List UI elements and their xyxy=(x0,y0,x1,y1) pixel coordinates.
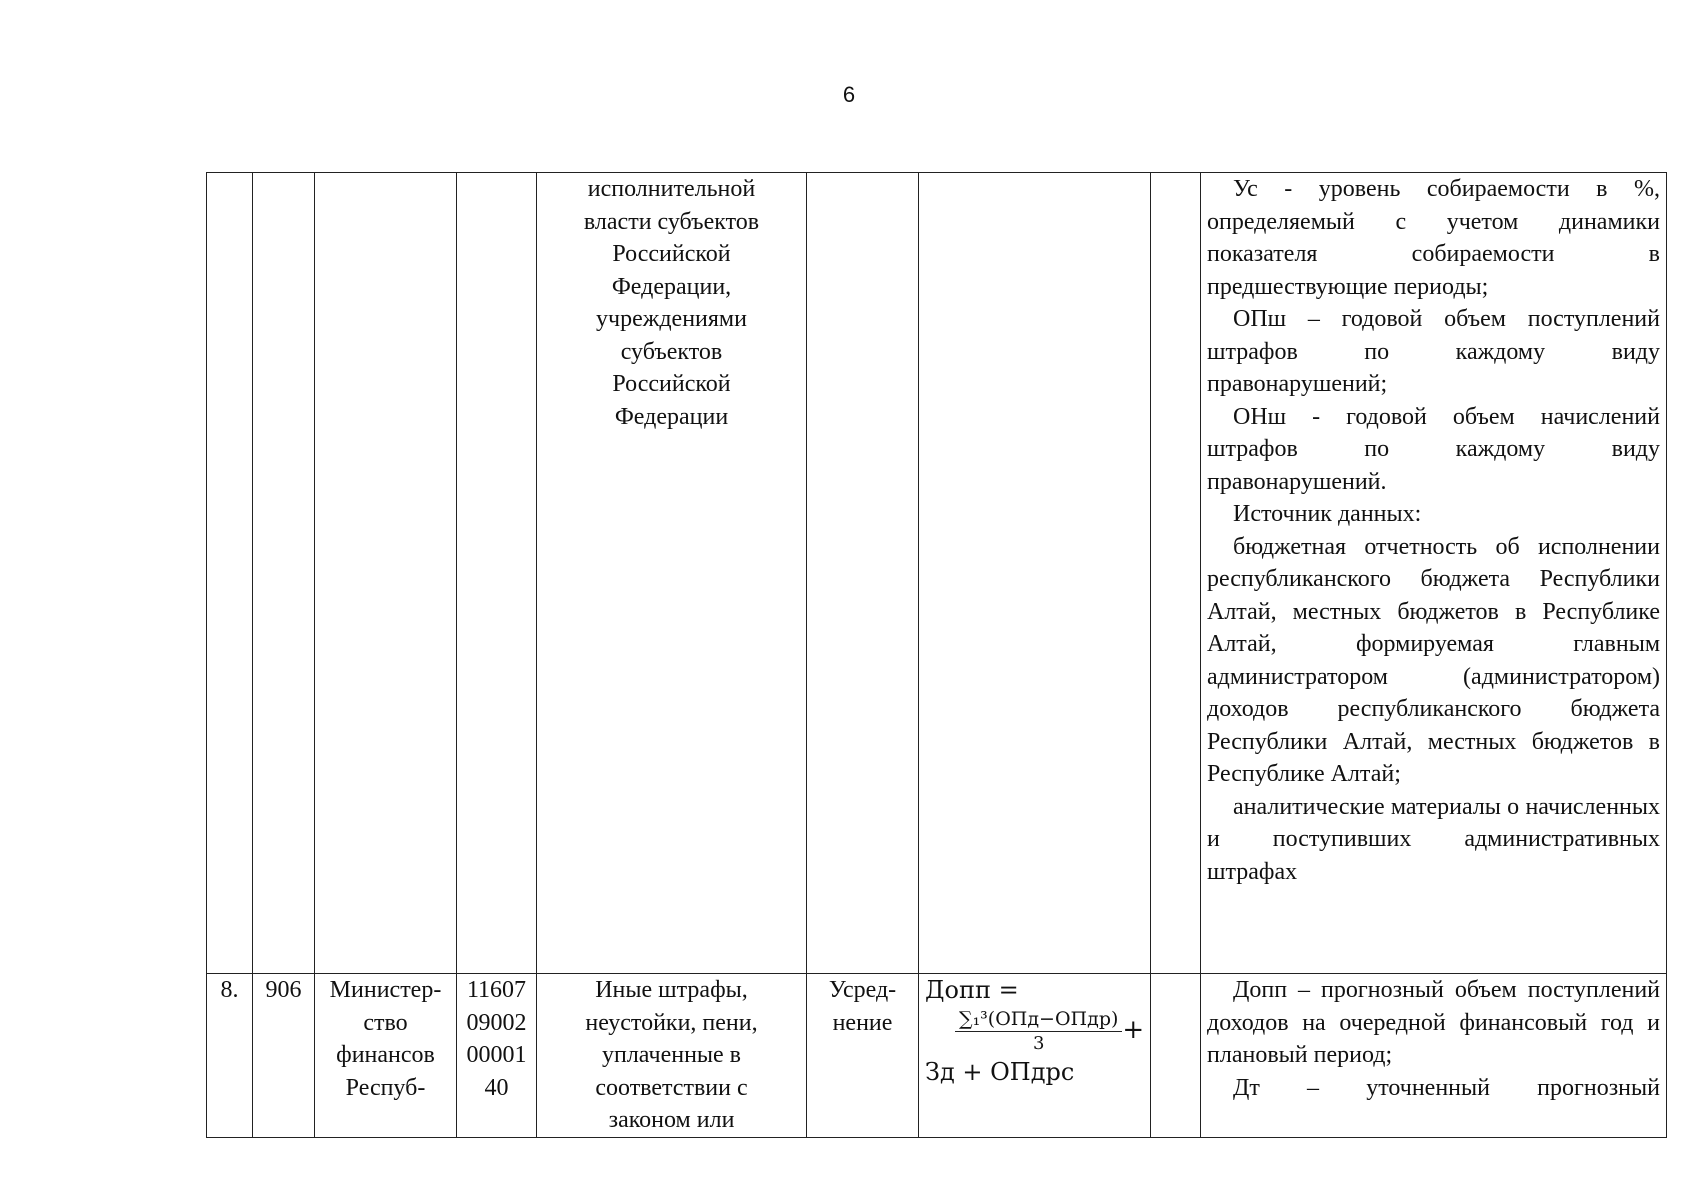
cell-administrator xyxy=(315,173,457,974)
formula-numerator: ∑₁³(ОПд−ОПдр) xyxy=(955,1007,1122,1032)
paragraph: Источник данных: xyxy=(1233,501,1422,527)
cell-method xyxy=(807,173,919,974)
paragraph: Дт – уточненный прогнозный xyxy=(1233,1074,1660,1101)
cell-code: 906 xyxy=(253,974,315,1138)
paragraph: Допп – прогнозный объем поступлений доходов на очередной финансовый год и плановый период; xyxy=(1207,977,1660,1068)
paragraph: аналитические материалы о начисленных и поступивших административных штрафах xyxy=(1207,793,1660,885)
formula-denominator: 3 xyxy=(1032,1032,1045,1054)
cell-number: 8. xyxy=(207,974,253,1138)
paragraph: ОПш – годовой объем поступлений штрафов по каждому виду правонарушений; xyxy=(1207,306,1660,397)
table-row xyxy=(207,173,1667,974)
cell-method: Усред- нение xyxy=(807,974,919,1138)
cell-number xyxy=(207,173,253,974)
cell-formula xyxy=(919,974,1151,1138)
cell-revenue-description: Иные штрафы, неустойки, пени, уплаченные в соответствии с законом или xyxy=(537,974,807,1138)
cell-method-description xyxy=(1201,974,1667,1138)
cell-revenue-description: исполнительной власти субъектов Российской Федерации, учреждениями субъектов Российской Федерации xyxy=(537,173,807,974)
cell-code xyxy=(253,173,315,974)
formula-fraction-line xyxy=(925,1007,1150,1056)
formula-plus: + xyxy=(1122,1014,1145,1045)
table-row xyxy=(207,974,1667,1138)
cell-kbk: 11607 09002 00001 40 xyxy=(457,974,537,1138)
cell-empty xyxy=(1151,173,1201,974)
paragraph: ОНш - годовой объем начислений штрафов по каждому виду правонарушений. xyxy=(1207,403,1660,495)
revenue-forecast-table xyxy=(206,172,1667,1138)
cell-method-description xyxy=(1201,173,1667,974)
formula-tail: Зд + ОПдрс xyxy=(925,1057,1075,1086)
paragraph: Ус - уровень собираемости в %, определяемый с учетом динамики показателя собираемости в предшествующие периоды; xyxy=(1207,176,1660,300)
cell-kbk xyxy=(457,173,537,974)
cell-administrator: Министер- ство финансов Респуб- xyxy=(315,974,457,1138)
formula-lhs: Допп = xyxy=(925,976,1019,1004)
cell-empty xyxy=(1151,974,1201,1138)
cell-formula xyxy=(919,173,1151,974)
page-number: 6 xyxy=(842,82,856,107)
paragraph: бюджетная отчетность об исполнении республиканского бюджета Республики Алтай, местных бюджетов в Республике Алтай, формируемая главным администратором (администратором) доходов республиканского бюджета Республики Алтай, местных бюджетов в Республике Алтай; xyxy=(1207,533,1660,787)
formula-fraction xyxy=(955,1007,1122,1056)
